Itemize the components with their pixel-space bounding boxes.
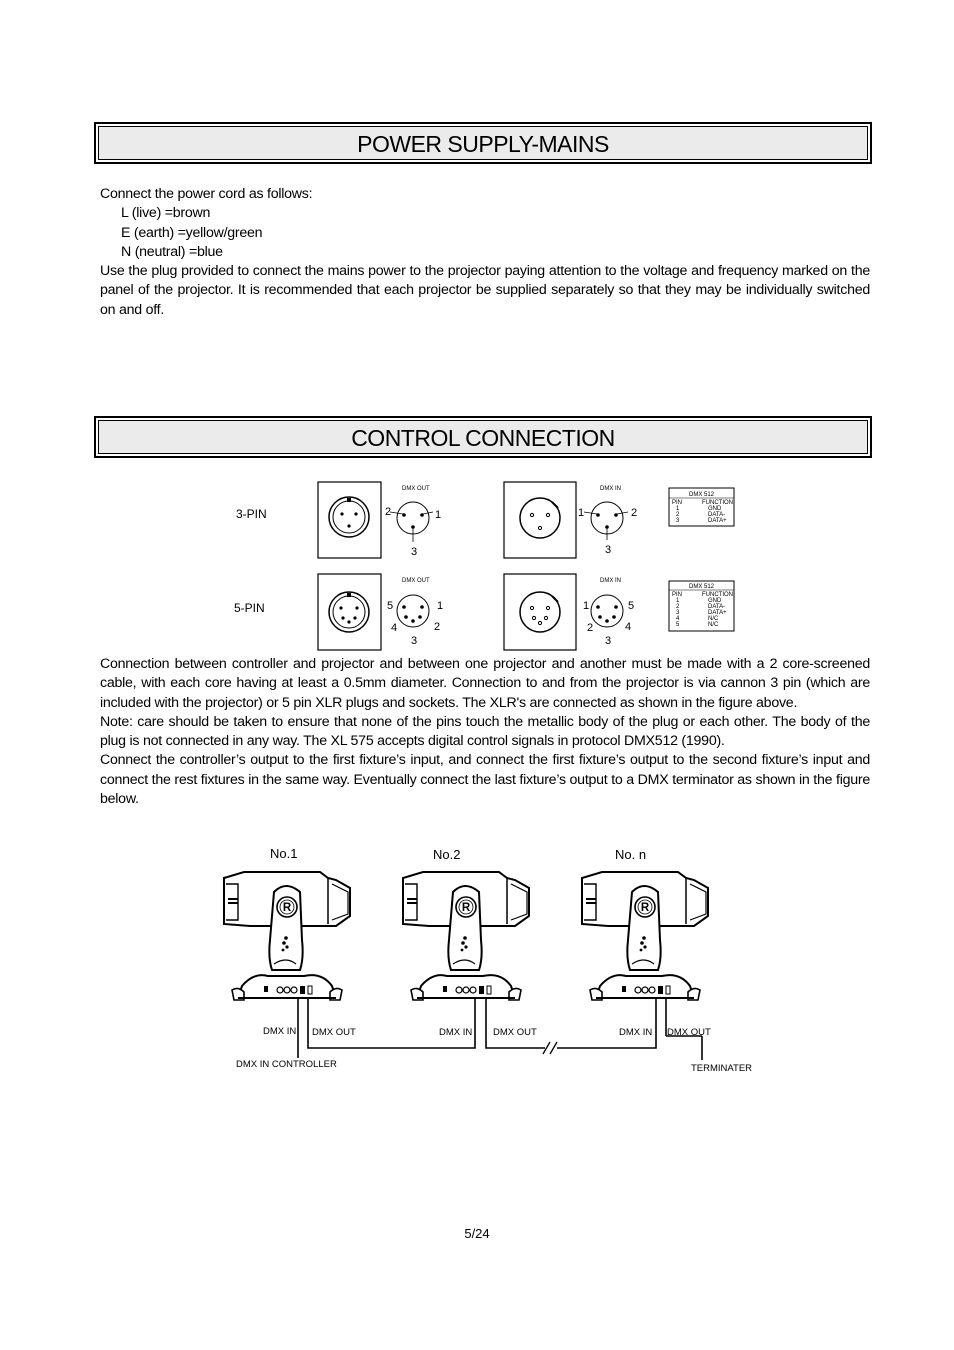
power-body: Use the plug provided to connect the mains power to the projector paying attention to the voltage and frequency marked on the panel of the projector. It is recommended that each projector be supplied separately so that they may be individually switched on and off. xyxy=(100,263,870,318)
dmx-chain-figure xyxy=(0,840,954,1080)
xlr3-in-connector xyxy=(504,482,576,558)
xlr3-in-pin-b: 2 xyxy=(631,507,638,519)
xlr5-in-label: DMX IN xyxy=(600,578,621,584)
dmx-table-5pin-r3-pin: 3 xyxy=(676,610,680,616)
fixture-n xyxy=(582,872,708,1000)
dmx-table-5pin-r4-func: N/C xyxy=(708,616,719,622)
xlr5-in-pin-a: 1 xyxy=(583,600,590,612)
fixture-1-dmx-in: DMX IN xyxy=(263,1026,297,1037)
xlr3-in-pin-a: 1 xyxy=(578,507,585,519)
dmx-table-5pin-h-func: FUNCTION xyxy=(702,592,733,598)
dmx-table-5pin-r4-pin: 4 xyxy=(676,616,680,622)
xlr5-out-pin-diagram xyxy=(397,595,429,627)
fixture-2-dmx-out: DMX OUT xyxy=(493,1027,537,1038)
xlr5-in-pin-c: 2 xyxy=(587,622,594,634)
dmx-table-3pin-r3-func: DATA+ xyxy=(708,518,727,524)
dmx-table-3pin-r1-pin: 1 xyxy=(676,506,680,512)
xlr5-in-pin-b: 5 xyxy=(628,600,635,612)
dmx-table-5pin-r5-pin: 5 xyxy=(676,622,680,628)
xlr3-out-pin-c: 3 xyxy=(411,546,418,558)
xlr5-in-pin-diagram xyxy=(591,595,623,627)
xlr5-in-pin-d: 4 xyxy=(625,621,632,633)
fixture-n-dmx-out: DMX OUT xyxy=(667,1027,711,1038)
fixture-2 xyxy=(403,872,529,1000)
xlr3-out-pin-a: 2 xyxy=(385,506,392,518)
fixture-label-2: No.2 xyxy=(433,847,461,862)
dmx-table-5pin-title: DMX 512 xyxy=(689,584,715,590)
dmx-table-3pin-h-func: FUNCTION xyxy=(702,500,733,506)
fixture-label-1: No.1 xyxy=(270,846,298,861)
dmx-table-3pin-r3-pin: 3 xyxy=(676,518,680,524)
xlr3-out-connector xyxy=(318,482,381,558)
xlr3-in-pin-c: 3 xyxy=(605,544,612,556)
control-paragraph-1: Connection between controller and projector and between one projector and another must be made with a 2 core-screened cable, with each core having at least a 0.5mm diameter. Connection to and from the projector is via cannon 3 pin (which are included with the projector) or 5 pin XLR plugs and sockets. The XLR's are connected as shown in the figure above. xyxy=(100,656,870,711)
fixture-n-badge: R xyxy=(640,902,650,914)
dmx-table-3pin-title: DMX 512 xyxy=(689,492,715,498)
xlr5-out-connector xyxy=(318,574,381,650)
fixture-1-badge: R xyxy=(282,902,292,914)
dmx-table-3pin-r2-pin: 2 xyxy=(676,512,680,518)
xlr5-in-pin-e: 3 xyxy=(605,635,612,647)
control-text xyxy=(100,655,870,809)
dmx-table-5pin-r3-func: DATA+ xyxy=(708,610,727,616)
dmx-table-5pin-r2-pin: 2 xyxy=(676,604,680,610)
control-paragraph-3: Connect the controller’s output to the first fixture’s input, and connect the first fixture’s output to the second fixture’s input and connect the rest fixtures in the same way. Eventually connect the last fixture’s output to a DMX terminator as shown in the figure below. xyxy=(100,752,870,808)
fixture-n-dmx-in: DMX IN xyxy=(619,1027,653,1038)
xlr5-out-label: DMX OUT xyxy=(402,578,430,584)
dmx-table-5pin-r2-func: DATA- xyxy=(708,604,726,610)
fixture-1-dmx-out: DMX OUT xyxy=(312,1027,356,1038)
label-3pin: 3-PIN xyxy=(236,507,267,521)
dmx-table-5pin-r1-func: GND xyxy=(708,598,722,604)
page-number: 5/24 xyxy=(464,1226,490,1241)
wire-neutral: N (neutral) =blue xyxy=(121,243,223,260)
dmx-table-5pin-h-pin: PIN xyxy=(672,592,683,598)
terminator-label: TERMINATER xyxy=(691,1063,753,1074)
fixture-2-dmx-in: DMX IN xyxy=(439,1027,473,1038)
xlr3-in-pin-diagram xyxy=(584,502,628,540)
controller-label: DMX IN CONTROLLER xyxy=(236,1059,337,1070)
dmx-table-3pin-r1-func: GND xyxy=(708,506,722,512)
wire-earth: E (earth) =yellow/green xyxy=(121,224,263,241)
fixture-2-badge: R xyxy=(461,902,471,914)
xlr5-out-pin-a: 5 xyxy=(387,600,394,612)
dmx-table-3pin-r2-func: DATA- xyxy=(708,512,726,518)
xlr5-out-pin-c: 4 xyxy=(391,622,398,634)
xlr5-out-pin-e: 3 xyxy=(411,635,418,647)
xlr5-out-pin-d: 2 xyxy=(434,621,441,633)
wire-live: L (live) =brown xyxy=(121,205,211,222)
xlr3-out-label: DMX OUT xyxy=(402,486,430,492)
dmx-table-5pin-r1-pin: 1 xyxy=(676,598,680,604)
section-heading-power: POWER SUPPLY-MAINS xyxy=(94,122,872,164)
control-paragraph-2: Note: care should be taken to ensure that none of the pins touch the metallic body of the plug or each other. The body of the plug is not connected in any way. The XL 575 accepts digital control signals in protocol DMX512 (1990). xyxy=(100,713,870,750)
xlr-pinout-figure xyxy=(0,470,954,660)
xlr5-out-pin-b: 1 xyxy=(437,600,444,612)
xlr5-in-connector xyxy=(504,574,576,650)
power-intro: Connect the power cord as follows: xyxy=(100,186,313,202)
xlr3-out-pin-diagram xyxy=(390,502,433,542)
xlr3-out-pin-b: 1 xyxy=(435,509,442,521)
fixture-label-n: No. n xyxy=(615,847,647,862)
section-heading-control: CONTROL CONNECTION xyxy=(94,416,872,458)
label-5pin: 5-PIN xyxy=(234,601,265,615)
fixture-1 xyxy=(224,872,350,1000)
xlr3-in-label: DMX IN xyxy=(600,486,621,492)
power-text xyxy=(100,185,870,320)
dmx-table-5pin-r5-func: N/C xyxy=(708,622,719,628)
dmx-table-3pin-h-pin: PIN xyxy=(672,500,683,506)
